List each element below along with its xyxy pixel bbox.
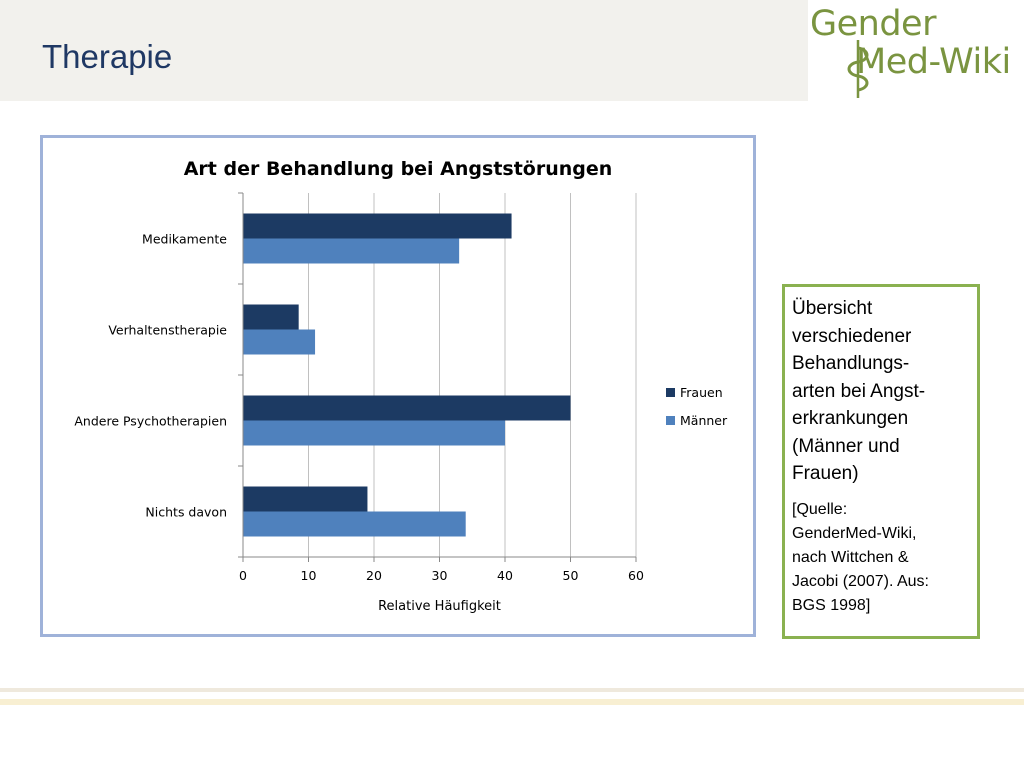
bar-frauen-3 (243, 487, 367, 512)
info-line: (Männer und (792, 435, 900, 457)
info-line: verschiedener (792, 325, 912, 347)
source-line: BGS 1998] (792, 596, 871, 614)
gendermed-wiki-logo (808, 0, 1024, 101)
info-source (792, 498, 970, 618)
category-label: Medikamente (142, 231, 227, 247)
bar-frauen-2 (243, 396, 571, 421)
bar-mnner-3 (243, 512, 466, 537)
bar-chart (43, 138, 753, 634)
x-tick-label: 40 (497, 568, 513, 583)
logo-text-gender: Gender (810, 4, 936, 44)
chart-frame (40, 135, 756, 637)
footer-divider-accent (0, 699, 1024, 705)
info-line: arten bei Angst- (792, 380, 926, 402)
info-description (792, 295, 970, 488)
legend-label: Frauen (680, 385, 723, 400)
category-label: Nichts davon (145, 504, 227, 520)
bar-frauen-0 (243, 214, 512, 239)
x-axis-label: Relative Häufigkeit (378, 599, 501, 614)
bar-mnner-1 (243, 330, 315, 355)
category-label: Andere Psychotherapien (74, 413, 227, 429)
info-box (782, 284, 980, 639)
source-line: nach Wittchen & (792, 548, 909, 566)
info-line: erkrankungen (792, 408, 909, 429)
footer-divider (0, 688, 1024, 692)
x-tick-label: 30 (431, 568, 448, 583)
info-line: Übersicht (792, 298, 873, 319)
x-tick-label: 20 (366, 568, 382, 583)
bar-mnner-0 (243, 239, 459, 264)
bar-mnner-2 (243, 421, 505, 446)
legend-label: Männer (680, 413, 728, 428)
logo-text-med-wiki: Med-Wiki (856, 42, 1011, 82)
x-tick-label: 60 (628, 568, 644, 583)
chart-title: Art der Behandlung bei Angststörungen (183, 158, 613, 180)
category-label: Verhaltenstherapie (108, 322, 227, 338)
slide-title: Therapie (42, 38, 173, 75)
source-line: Jacobi (2007). Aus: (792, 572, 929, 590)
x-tick-label: 0 (239, 568, 247, 583)
source-line: [Quelle: (792, 500, 848, 518)
info-line: Behandlungs- (792, 353, 910, 374)
x-tick-label: 50 (562, 568, 579, 583)
legend-swatch-mnner (666, 416, 675, 425)
legend-swatch-frauen (666, 388, 675, 397)
x-tick-label: 10 (300, 568, 317, 583)
source-line: GenderMed-Wiki, (792, 524, 917, 542)
bar-frauen-1 (243, 305, 299, 330)
info-line: Frauen) (792, 463, 859, 484)
